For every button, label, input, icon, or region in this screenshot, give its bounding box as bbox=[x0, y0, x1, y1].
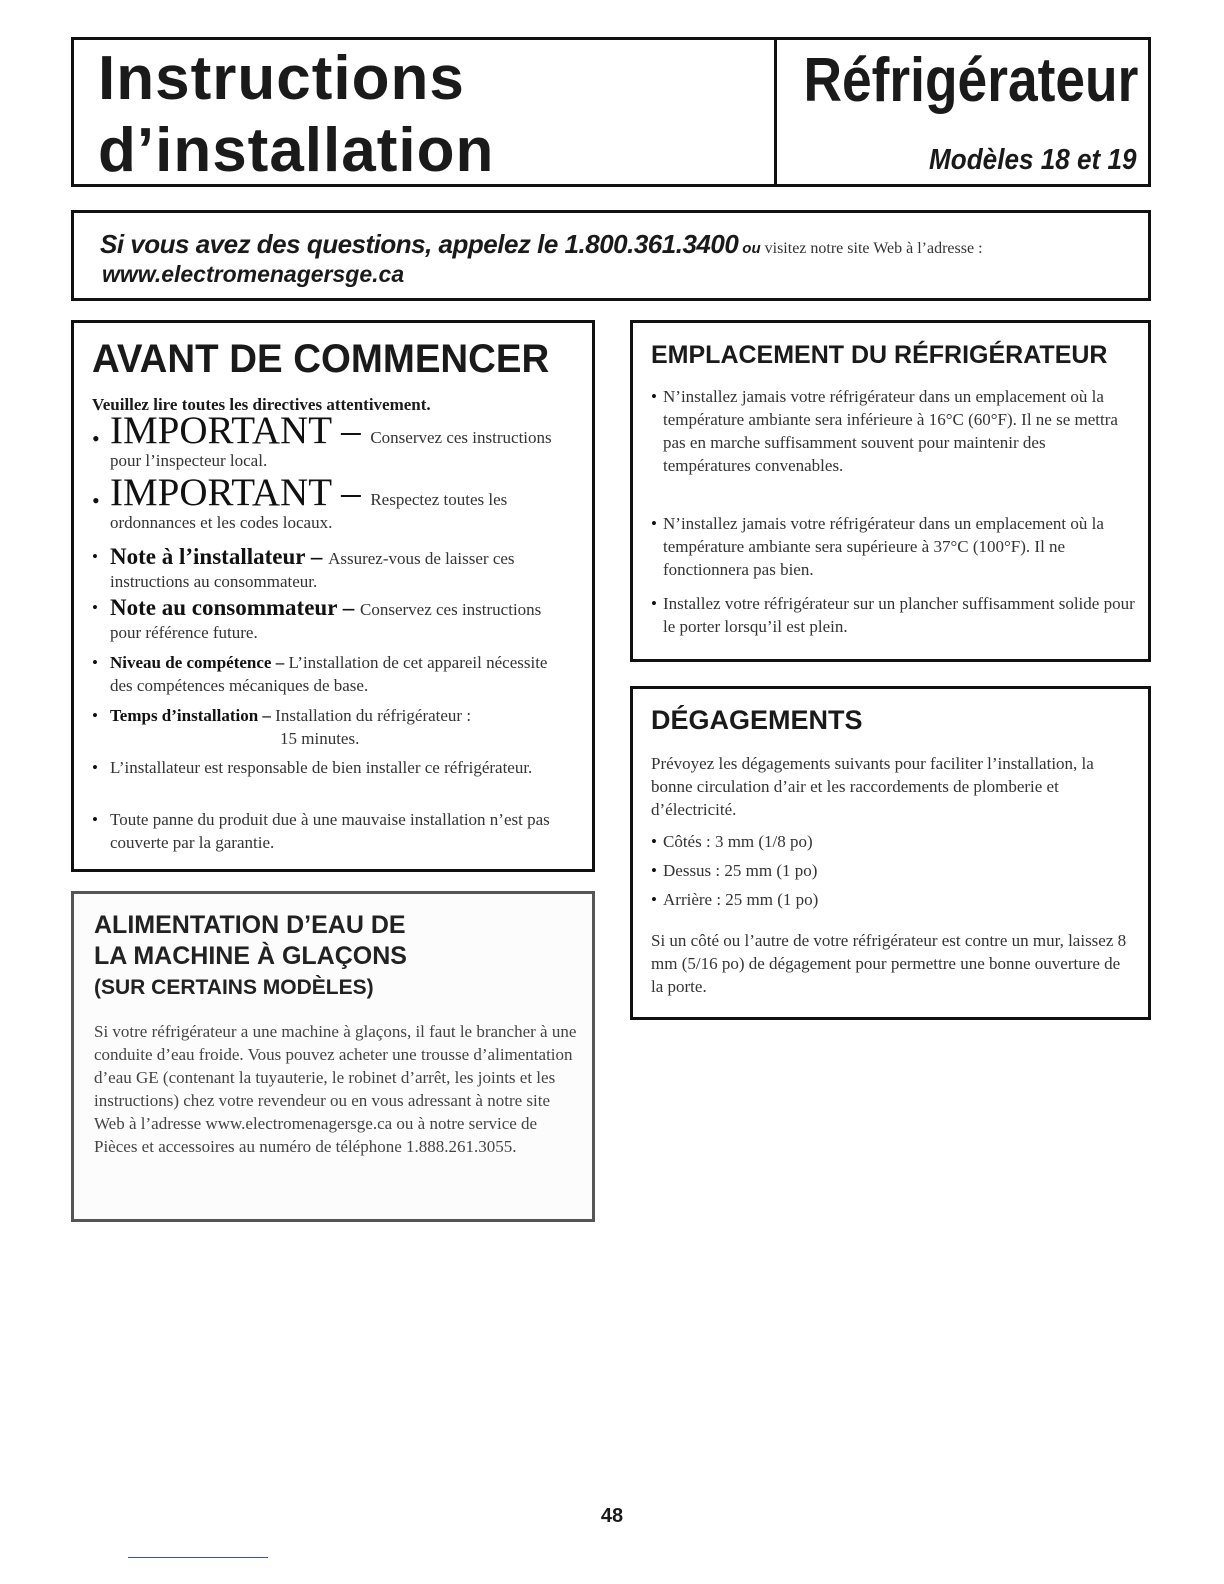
alimentation-title-2: LA MACHINE À GLAÇONS bbox=[94, 942, 407, 970]
item-text: N’installez jamais votre réfrigérateur dans un emplacement où la température ambiante sera supérieure à 37°C (100°F). Il ne fonctionnera pas bien. bbox=[663, 514, 1104, 579]
item-dash: – bbox=[337, 595, 360, 620]
item-head: Note au consommateur bbox=[110, 595, 337, 620]
item-text: Toute panne du produit due à une mauvaise installation n’est pas couverte par la garantie. bbox=[110, 810, 550, 852]
alimentation-panel bbox=[71, 891, 595, 1222]
bullet: • bbox=[92, 653, 98, 672]
degagements-note: Si un côté ou l’autre de votre réfrigérateur est contre un mur, laissez 8 mm (5/16 po) de dégagement pour permettre une bonne ouverture de la porte. bbox=[651, 931, 1127, 996]
avant-lead: Veuillez lire toutes les directives attentivement. bbox=[92, 395, 431, 414]
item-text: N’installez jamais votre réfrigérateur dans un emplacement où la température ambiante sera inférieure à 16°C (60°F). Il ne se mettra pas en marche suffisamment souvent pour maintenir des températures convenables. bbox=[663, 387, 1118, 475]
contact-line bbox=[100, 229, 983, 260]
degagements-panel bbox=[630, 686, 1151, 1020]
item-text-2: 15 minutes. bbox=[280, 729, 360, 748]
item-dash: – bbox=[271, 653, 289, 672]
bullet: • bbox=[92, 547, 98, 566]
bullet: • bbox=[92, 488, 100, 513]
bullet: • bbox=[651, 387, 657, 406]
bullet: • bbox=[92, 810, 98, 829]
alimentation-title-3: (SUR CERTAINS MODÈLES) bbox=[94, 976, 374, 999]
alimentation-title-1: ALIMENTATION D’EAU DE bbox=[94, 911, 406, 939]
bullet: • bbox=[651, 890, 657, 909]
item-text: Dessus : 25 mm (1 po) bbox=[663, 861, 818, 880]
item-text: Conservez ces instructions pour l’inspecteur local. bbox=[110, 428, 552, 470]
list-item bbox=[651, 830, 1136, 853]
avant-title: AVANT DE COMMENCER bbox=[92, 337, 550, 381]
list-item bbox=[92, 409, 572, 472]
bullet: • bbox=[92, 758, 98, 777]
item-dash: – bbox=[331, 409, 371, 452]
bullet: • bbox=[92, 706, 98, 725]
footer-divider bbox=[128, 1557, 268, 1558]
item-text: L’installateur est responsable de bien installer ce réfrigérateur. bbox=[110, 758, 533, 777]
contact-question: Si vous avez des questions, appelez le 1.800.361.3400 bbox=[100, 229, 739, 259]
list-item bbox=[92, 545, 572, 593]
list-item bbox=[651, 859, 1136, 882]
item-text: Respectez toutes les ordonnances et les codes locaux. bbox=[110, 490, 508, 532]
item-head: Note à l’installateur bbox=[110, 544, 306, 569]
page-number: 48 bbox=[600, 1505, 624, 1527]
bullet: • bbox=[651, 514, 657, 533]
bullet: • bbox=[92, 426, 100, 451]
item-head: Niveau de compétence bbox=[110, 653, 272, 672]
item-text: Conservez ces instructions pour référence future. bbox=[110, 600, 542, 642]
alimentation-text: Si votre réfrigérateur a une machine à glaçons, il faut le brancher à une conduite d’eau froide. Vous pouvez acheter une trousse d’alimentation d’eau GE (contenant la tuyauterie, le robinet d’arrêt, les joints et les instructions) chez votre revendeur ou en vous adressant à notre site Web à l’adresse www.electromenagersge.ca ou à notre service de Pièces et accessoires au numéro de téléphone 1.888.261.3055. bbox=[94, 1022, 577, 1156]
item-text: Côtés : 3 mm (1/8 po) bbox=[663, 832, 813, 851]
bullet: • bbox=[651, 594, 657, 613]
degagements-title: DÉGAGEMENTS bbox=[651, 705, 863, 735]
item-dash: – bbox=[258, 706, 276, 725]
item-text: L’installation de cet appareil nécessite des compétences mécaniques de base. bbox=[110, 653, 548, 695]
contact-url[interactable]: www.electromenagersge.ca bbox=[102, 261, 405, 287]
header-title-block bbox=[74, 40, 777, 184]
item-head: Temps d’installation bbox=[110, 706, 259, 725]
list-item bbox=[92, 596, 572, 644]
emplacement-title: EMPLACEMENT DU RÉFRIGÉRATEUR bbox=[651, 341, 1108, 369]
bullet: • bbox=[651, 861, 657, 880]
item-head: IMPORTANT bbox=[110, 471, 332, 514]
header-banner bbox=[71, 37, 1151, 187]
degagements-intro: Prévoyez les dégagements suivants pour faciliter l’installation, la bonne circulation d’air et les raccordements de plomberie et d’électricité. bbox=[651, 754, 1094, 819]
title-line-1: Instructions bbox=[98, 44, 465, 113]
item-dash: – bbox=[331, 471, 371, 514]
bullet: • bbox=[92, 598, 98, 617]
models-subtitle: Modèles 18 et 19 bbox=[928, 144, 1136, 176]
item-dash: – bbox=[305, 544, 329, 569]
emplacement-panel bbox=[630, 320, 1151, 662]
item-text: Assurez-vous de laisser ces instructions au consommateur. bbox=[110, 549, 515, 591]
bullet: • bbox=[651, 832, 657, 851]
list-item bbox=[92, 756, 572, 779]
contact-or: ou bbox=[742, 240, 761, 257]
title-line-2: d’installation bbox=[98, 116, 495, 185]
list-item bbox=[651, 385, 1136, 477]
list-item bbox=[92, 704, 572, 750]
contact-visit: visitez notre site Web à l’adresse : bbox=[764, 240, 983, 257]
list-item bbox=[651, 592, 1136, 638]
list-item bbox=[92, 808, 572, 854]
contact-box bbox=[71, 210, 1151, 301]
list-item bbox=[651, 888, 1136, 911]
avant-de-commencer-panel bbox=[71, 320, 595, 872]
item-text: Arrière : 25 mm (1 po) bbox=[663, 890, 819, 909]
product-title: Réfrigérateur bbox=[803, 46, 1138, 115]
item-text: Installez votre réfrigérateur sur un plancher suffisamment solide pour le porter lorsqu’il est plein. bbox=[663, 594, 1135, 636]
item-text: Installation du réfrigérateur : bbox=[275, 706, 472, 725]
list-item bbox=[651, 512, 1136, 581]
list-item bbox=[92, 651, 572, 697]
list-item bbox=[92, 471, 572, 534]
item-head: IMPORTANT bbox=[110, 409, 332, 452]
